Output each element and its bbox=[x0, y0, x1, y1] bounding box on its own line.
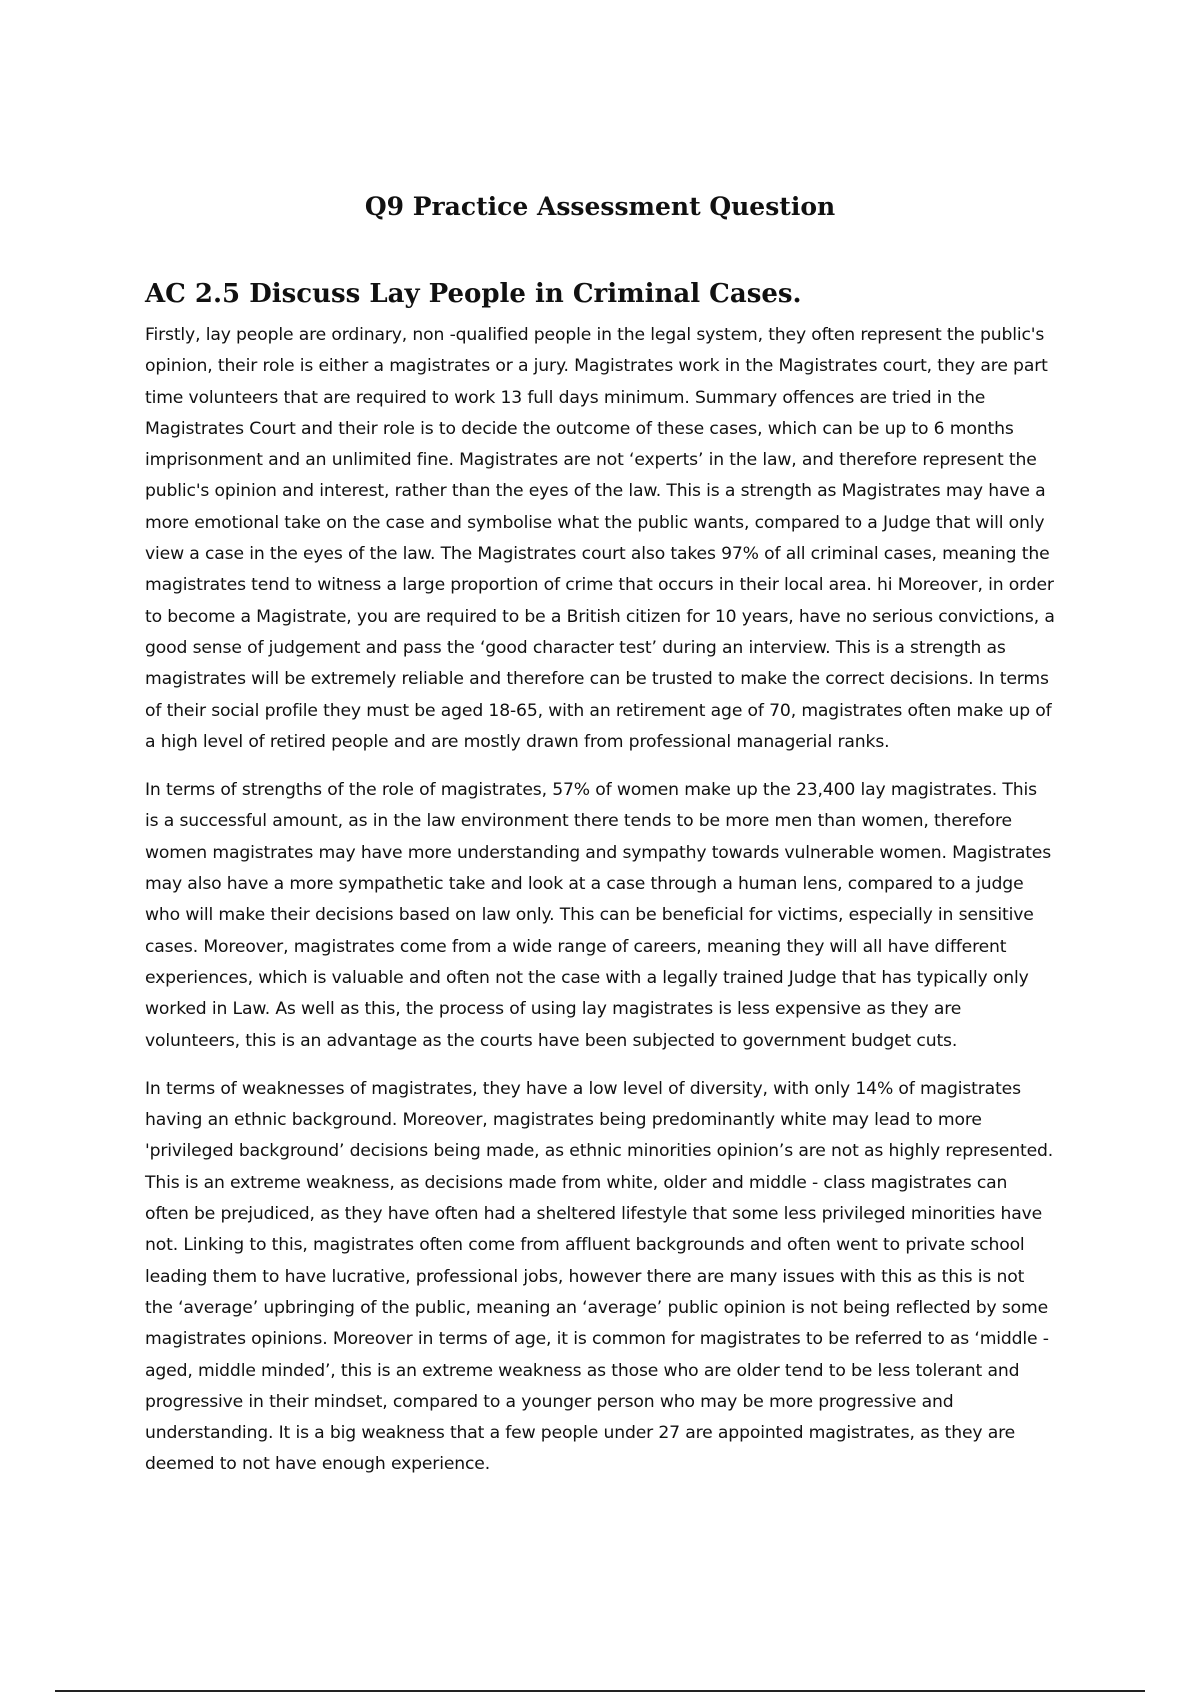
paragraph-1: Firstly, lay people are ordinary, non -qualified people in the legal system, they often represent the public's opinion, their role is either a magistrates or a jury. Magistrates work in the Magistrates court, they are part time volunteers that are required to work 13 full days minimum. Summary offences are tried in the Magistrates Court and their role is to decide the outcome of these cases, which can be up to 6 months imprisonment and an unlimited fine. Magistrates are not ‘experts’ in the law, and therefore represent the public's opinion and interest, rather than the eyes of the law. This is a strength as Magistrates may have a more emotional take on the case and symbolise what the public wants, compared to a Judge that will only view a case in the eyes of the law. The Magistrates court also takes 97% of all criminal cases, meaning the magistrates tend to witness a large proportion of crime that occurs in their local area. hi Moreover, in order to become a Magistrate, you are required to be a British citizen for 10 years, have no serious convictions, a good sense of judgement and pass the ‘good character test’ during an interview. This is a strength as magistrates will be extremely reliable and therefore can be trusted to make the correct decisions. In terms of their social profile they must be aged 18-65, with an retirement age of 70, magistrates often make up of a high level of retired people and are mostly drawn from professional managerial ranks. bbox=[145, 325, 1055, 752]
paragraph-2: In terms of strengths of the role of magistrates, 57% of women make up the 23,400 lay magistrates. This is a successful amount, as in the law environment there tends to be more men than women, therefore women magistrates may have more understanding and sympathy towards vulnerable women. Magistrates may also have a more sympathetic take and look at a case through a human lens, compared to a judge who will make their decisions based on law only. This can be beneficial for victims, especially in sensitive cases. Moreover, magistrates come from a wide range of careers, meaning they will all have different experiences, which is valuable and often not the case with a legally trained Judge that has typically only worked in Law. As well as this, the process of using lay magistrates is less expensive as they are volunteers, this is an advantage as the courts have been subjected to government budget cuts. bbox=[145, 780, 1052, 1051]
footer-divider bbox=[55, 1690, 1145, 1692]
body-text bbox=[145, 320, 1055, 1498]
section-heading: AC 2.5 Discuss Lay People in Criminal Cases. bbox=[145, 279, 802, 309]
paragraph-3: In terms of weaknesses of magistrates, they have a low level of diversity, with only 14% of magistrates having an ethnic background. Moreover, magistrates being predominantly white may lead to more 'privileged background’ decisions being made, as ethnic minorities opinion’s are not as highly represented. This is an extreme weakness, as decisions made from white, older and middle - class magistrates can often be prejudiced, as they have often had a sheltered lifestyle that some less privileged minorities have not. Linking to this, magistrates often come from affluent backgrounds and often went to private school leading them to have lucrative, professional jobs, however there are many issues with this as this is not the ‘average’ upbringing of the public, meaning an ‘average’ public opinion is not being reflected by some magistrates opinions. Moreover in terms of age, it is common for magistrates to be referred to as ‘middle - aged, middle minded’, this is an extreme weakness as those who are older tend to be less tolerant and progressive in their mindset, compared to a younger person who may be more progressive and understanding. It is a big weakness that a few people under 27 are appointed magistrates, as they are deemed to not have enough experience. bbox=[145, 1078, 1054, 1475]
document-title: Q9 Practice Assessment Question bbox=[364, 192, 836, 221]
